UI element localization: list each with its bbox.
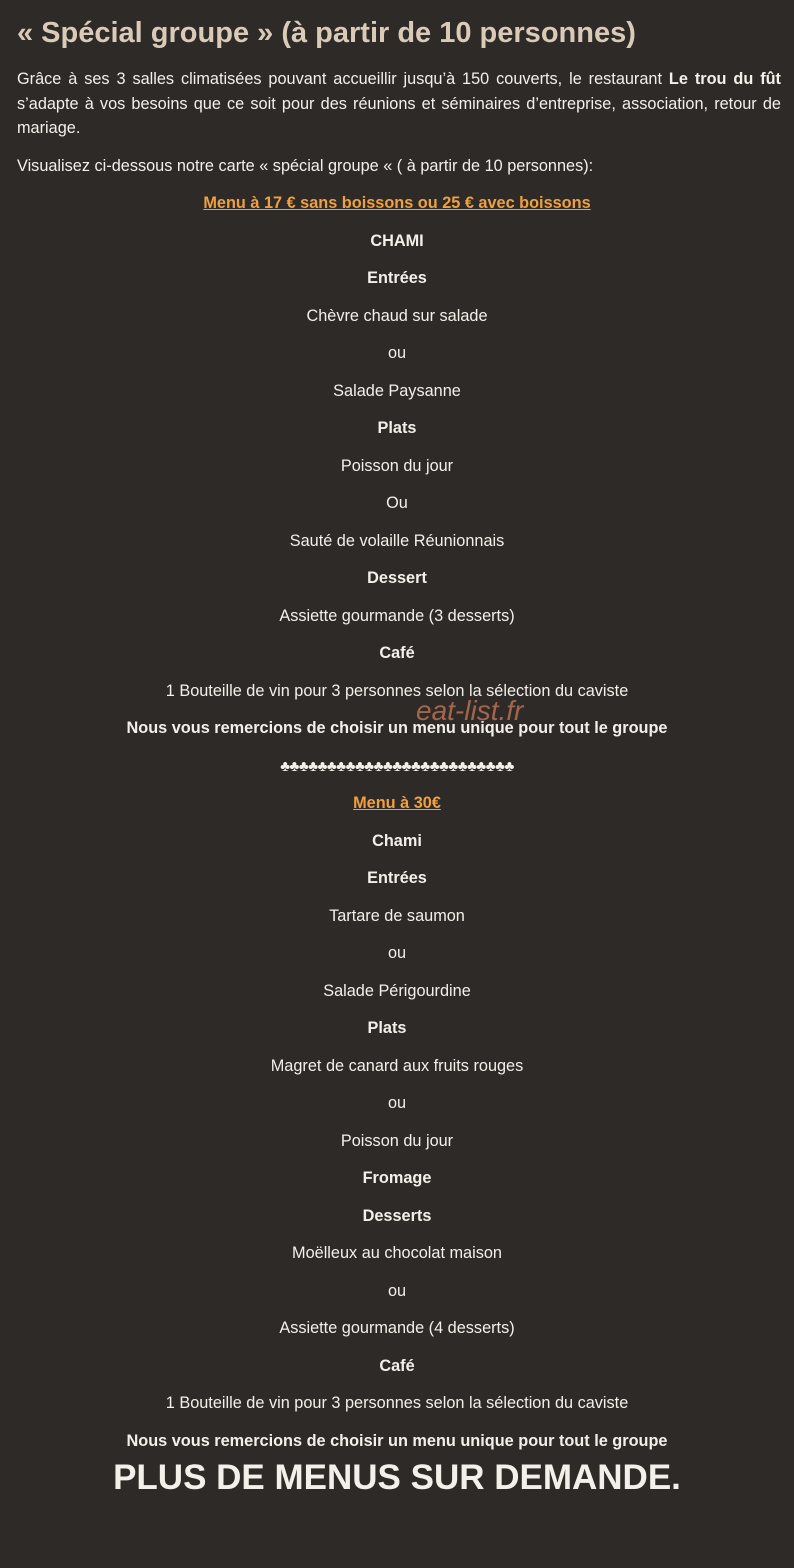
menu1-note: Nous vous remercions de choisir un menu unique pour tout le groupe [126, 719, 668, 737]
menu2-fromage: Fromage [362, 1169, 432, 1187]
intro-text-2: s’adapte à vos besoins que ce soit pour des réunions et séminaires d’entreprise, association, retour de mariage. [17, 94, 781, 137]
menu1-plat-2: Sauté de volaille Réunionnais [289, 532, 505, 550]
menu1-dessert-heading: Dessert [367, 569, 427, 587]
menu2-or-2: ou [387, 1094, 407, 1112]
menu1-entree-2: Salade Paysanne [333, 382, 461, 400]
clubs-separator: ♣♣♣♣♣♣♣♣♣♣♣♣♣♣♣♣♣♣♣♣♣♣♣♣♣ [280, 758, 514, 775]
menu2-dessert-2: Assiette gourmande (4 desserts) [279, 1319, 515, 1337]
menu1-or-2: Ou [386, 494, 408, 512]
intro-text-1: Grâce à ses 3 salles climatisées pouvant accueillir jusqu’à 150 couverts, le restaurant [17, 70, 669, 88]
menu2-dessert-1: Moëlleux au chocolat maison [292, 1244, 502, 1262]
restaurant-name: Le trou du fût [668, 70, 781, 88]
menu2-or-1: ou [387, 944, 407, 962]
menu1-wine: 1 Bouteille de vin pour 3 personnes selon la sélection du caviste [165, 682, 629, 700]
page-title: « Spécial groupe » (à partir de 10 personnes) [17, 17, 636, 49]
menu1-cafe: Café [379, 644, 415, 662]
menu2-entree-1: Tartare de saumon [329, 907, 465, 925]
menu2-plat-2: Poisson du jour [340, 1132, 454, 1150]
menu2-or-3: ou [387, 1282, 407, 1300]
menu2-entrees-heading: Entrées [367, 869, 427, 887]
menu2-plat-1: Magret de canard aux fruits rouges [270, 1057, 524, 1075]
menu1-dessert-1: Assiette gourmande (3 desserts) [279, 607, 515, 625]
menu2-desserts-heading: Desserts [362, 1207, 432, 1225]
visualize-text: Visualisez ci-dessous notre carte « spécial groupe « ( à partir de 10 personnes): [17, 157, 594, 175]
menu1-title[interactable]: Menu à 17 € sans boissons ou 25 € avec boissons [203, 194, 591, 212]
menu1-plats-heading: Plats [377, 419, 417, 437]
menu2-apero: Chami [372, 832, 422, 850]
menu2-wine: 1 Bouteille de vin pour 3 personnes selon la sélection du caviste [165, 1394, 629, 1412]
menu1-apero: CHAMI [370, 232, 424, 250]
menu1-plat-1: Poisson du jour [340, 457, 454, 475]
menu2-title[interactable]: Menu à 30€ [353, 794, 441, 812]
menu2-entree-2: Salade Périgourdine [323, 982, 471, 1000]
menu1-entrees-heading: Entrées [367, 269, 427, 287]
more-menus-on-request: PLUS DE MENUS SUR DEMANDE. [113, 1458, 681, 1497]
menu2-note: Nous vous remercions de choisir un menu unique pour tout le groupe [126, 1432, 668, 1450]
intro-paragraph [17, 67, 781, 141]
menu1-entree-1: Chèvre chaud sur salade [306, 307, 488, 325]
menu1-or-1: ou [387, 344, 407, 362]
menu2-cafe: Café [379, 1357, 415, 1375]
watermark-logo: eat-list.fr [416, 695, 524, 726]
menu2-plats-heading: Plats [367, 1019, 407, 1037]
